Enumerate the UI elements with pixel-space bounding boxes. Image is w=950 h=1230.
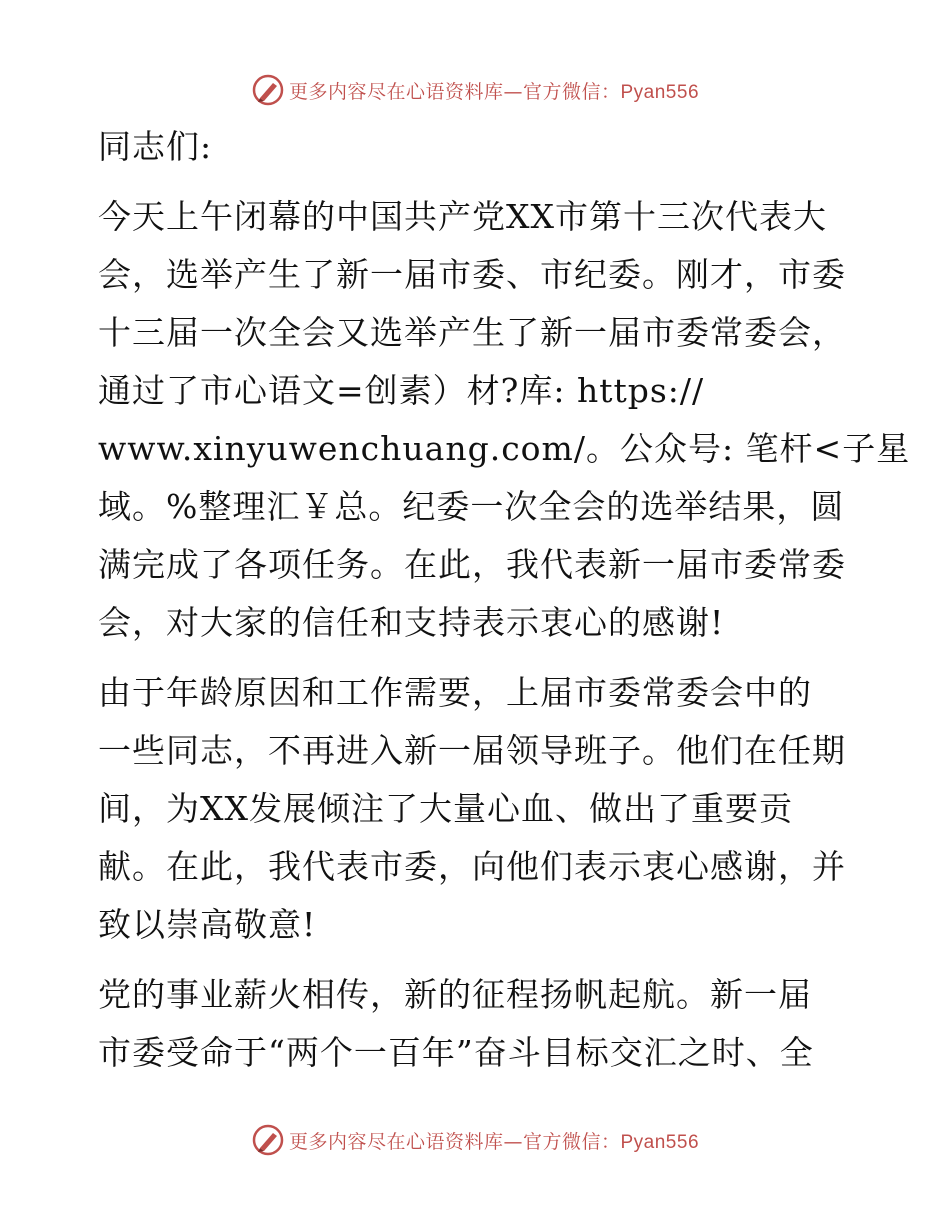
pen-logo-icon — [251, 73, 285, 107]
header-watermark-banner — [0, 70, 950, 110]
text-line: www.xinyuwenchuang.com/。公众号: 笔杆<子星 — [98, 429, 911, 468]
text-line: 一些同志，不再进入新一届领导班子。他们在任期 — [98, 731, 846, 770]
text-line: 间，为XX发展倾注了大量心血、做出了重要贡 — [98, 789, 793, 828]
text-line: 党的事业薪火相传，新的征程扬帆起航。新一届 — [98, 975, 812, 1014]
text-line: 致以崇高敬意! — [98, 905, 317, 944]
text-line: 今天上午闭幕的中国共产党XX市第十三次代表大 — [98, 197, 827, 236]
banner-text: 更多内容尽在心语资料库—官方微信：Pyan556 — [288, 80, 700, 103]
paragraph-thanks-predecessors — [98, 664, 850, 954]
footer-watermark-banner — [0, 1120, 950, 1160]
text-line: 十三届一次全会又选举产生了新一届市委常委会， — [98, 313, 846, 352]
text-line: 会，对大家的信任和支持表示衷心的感谢! — [98, 603, 725, 642]
paragraph-salutation — [98, 118, 850, 176]
banner-text: 更多内容尽在心语资料库—官方微信：Pyan556 — [288, 1130, 700, 1153]
paragraph-election-result — [98, 188, 911, 652]
text-line: 域。%整理汇￥总。纪委一次全会的选举结果，圆 — [98, 487, 845, 526]
text-line: 通过了市心语文=创素）材?库: https:// — [98, 371, 705, 410]
text-line: 市委受命于“两个一百年”奋斗目标交汇之时、全 — [98, 1033, 814, 1072]
text-line: 献。在此，我代表市委，向他们表示衷心感谢，并 — [98, 847, 846, 886]
document-body — [98, 118, 911, 1082]
text-line: 满完成了各项任务。在此，我代表新一届市委常委 — [98, 545, 846, 584]
text-line: 同志们: — [98, 127, 213, 166]
text-line: 会，选举产生了新一届市委、市纪委。刚才，市委 — [98, 255, 846, 294]
pen-logo-icon — [251, 1123, 285, 1157]
paragraph-new-journey — [98, 966, 850, 1082]
text-line: 由于年龄原因和工作需要，上届市委常委会中的 — [98, 673, 812, 712]
